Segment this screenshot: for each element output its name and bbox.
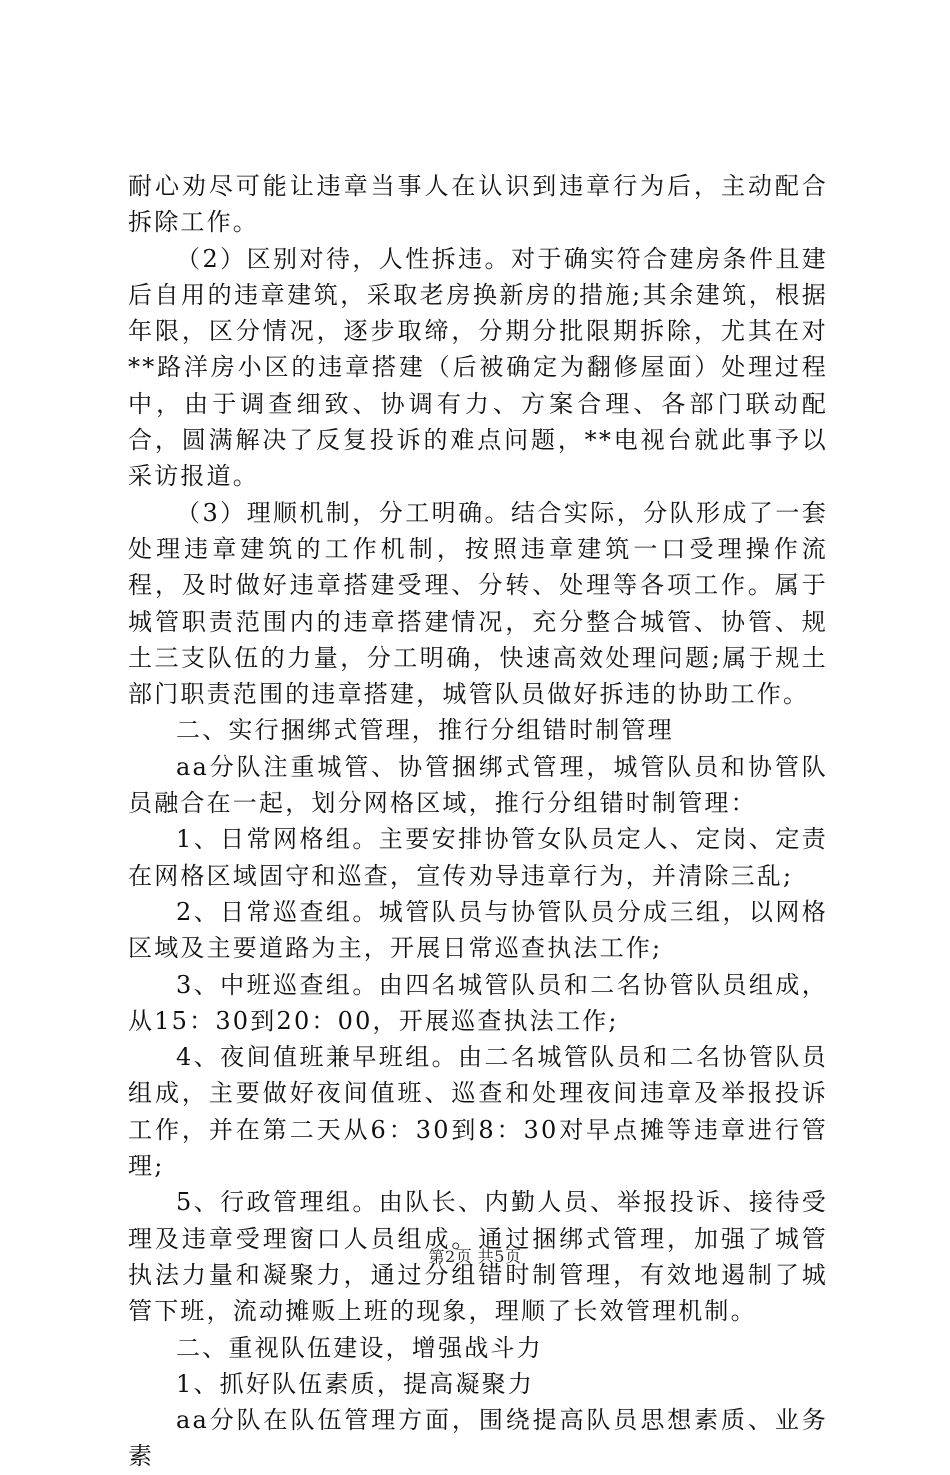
body-paragraph: 4、夜间值班兼早班组。由二名城管队员和二名协管队员组成，主要做好夜间值班、巡查和处理夜间违章及举报投诉工作，并在第二天从6：30到8：30对早点摊等违章进行管理; [128, 1043, 828, 1181]
body-paragraph: 1、日常网格组。主要安排协管女队员定人、定岗、定责在网格区域固守和巡查，宣传劝导违章行为，并清除三乱; [128, 825, 828, 890]
body-paragraph: 耐心劝尽可能让违章当事人在认识到违章行为后，主动配合拆除工作。 [128, 172, 828, 237]
body-paragraph: 2、日常巡查组。城管队员与协管队员分成三组，以网格区域及主要道路为主，开展日常巡查执法工作; [128, 897, 828, 963]
body-paragraph: aa分队注重城管、协管捆绑式管理，城管队员和协管队员融合在一起，划分网格区域，推行分组错时制管理： [128, 752, 828, 818]
body-paragraph: （3）理顺机制，分工明确。结合实际，分队形成了一套处理违章建筑的工作机制，按照违章建筑一口受理操作流程，及时做好违章搭建受理、分转、处理等各项工作。属于城管职责范围内的违章搭建情况，充分整合城管、协管、规土三支队伍的力量，分工明确，快速高效处理问题;属于规土部门职责范围的违章搭建，城管队员做好拆违的协助工作。 [128, 498, 828, 709]
body-paragraph: 1、抓好队伍素质，提高凝聚力 [176, 1369, 535, 1398]
page-number-footer: 第2页 共5页 [428, 1247, 522, 1266]
body-paragraph: （2）区别对待，人性拆违。对于确实符合建房条件且建后自用的违章建筑，采取老房换新房的措施;其余建筑，根据年限，区分情况，逐步取缔，分期分批限期拆除，尤其在对**路洋房小区的违章搭建（后被确定为翻修屋面）处理过程中，由于调查细致、协调有力、方案合理、各部门联动配合，圆满解决了反复投诉的难点问题，**电视台就此事予以采访报道。 [128, 244, 828, 491]
body-paragraph: 3、中班巡查组。由四名城管队员和二名协管队员组成，从15：30到20：00，开展巡查执法工作; [128, 970, 828, 1035]
body-paragraph: 5、行政管理组。由队长、内勤人员、举报投诉、接待受理及违章受理窗口人员组成。通过捆绑式管理，加强了城管执法力量和凝聚力，通过分组错时制管理，有效地遏制了城管下班，流动摊贩上班的现象，理顺了长效管理机制。 [128, 1188, 828, 1326]
document-body [128, 168, 828, 1475]
body-paragraph: 二、重视队伍建设，增强战斗力 [176, 1333, 543, 1362]
body-paragraph: 二、实行捆绑式管理，推行分组错时制管理 [176, 716, 674, 745]
body-paragraph: aa分队在队伍管理方面，围绕提高队员思想素质、业务素 [128, 1406, 828, 1471]
